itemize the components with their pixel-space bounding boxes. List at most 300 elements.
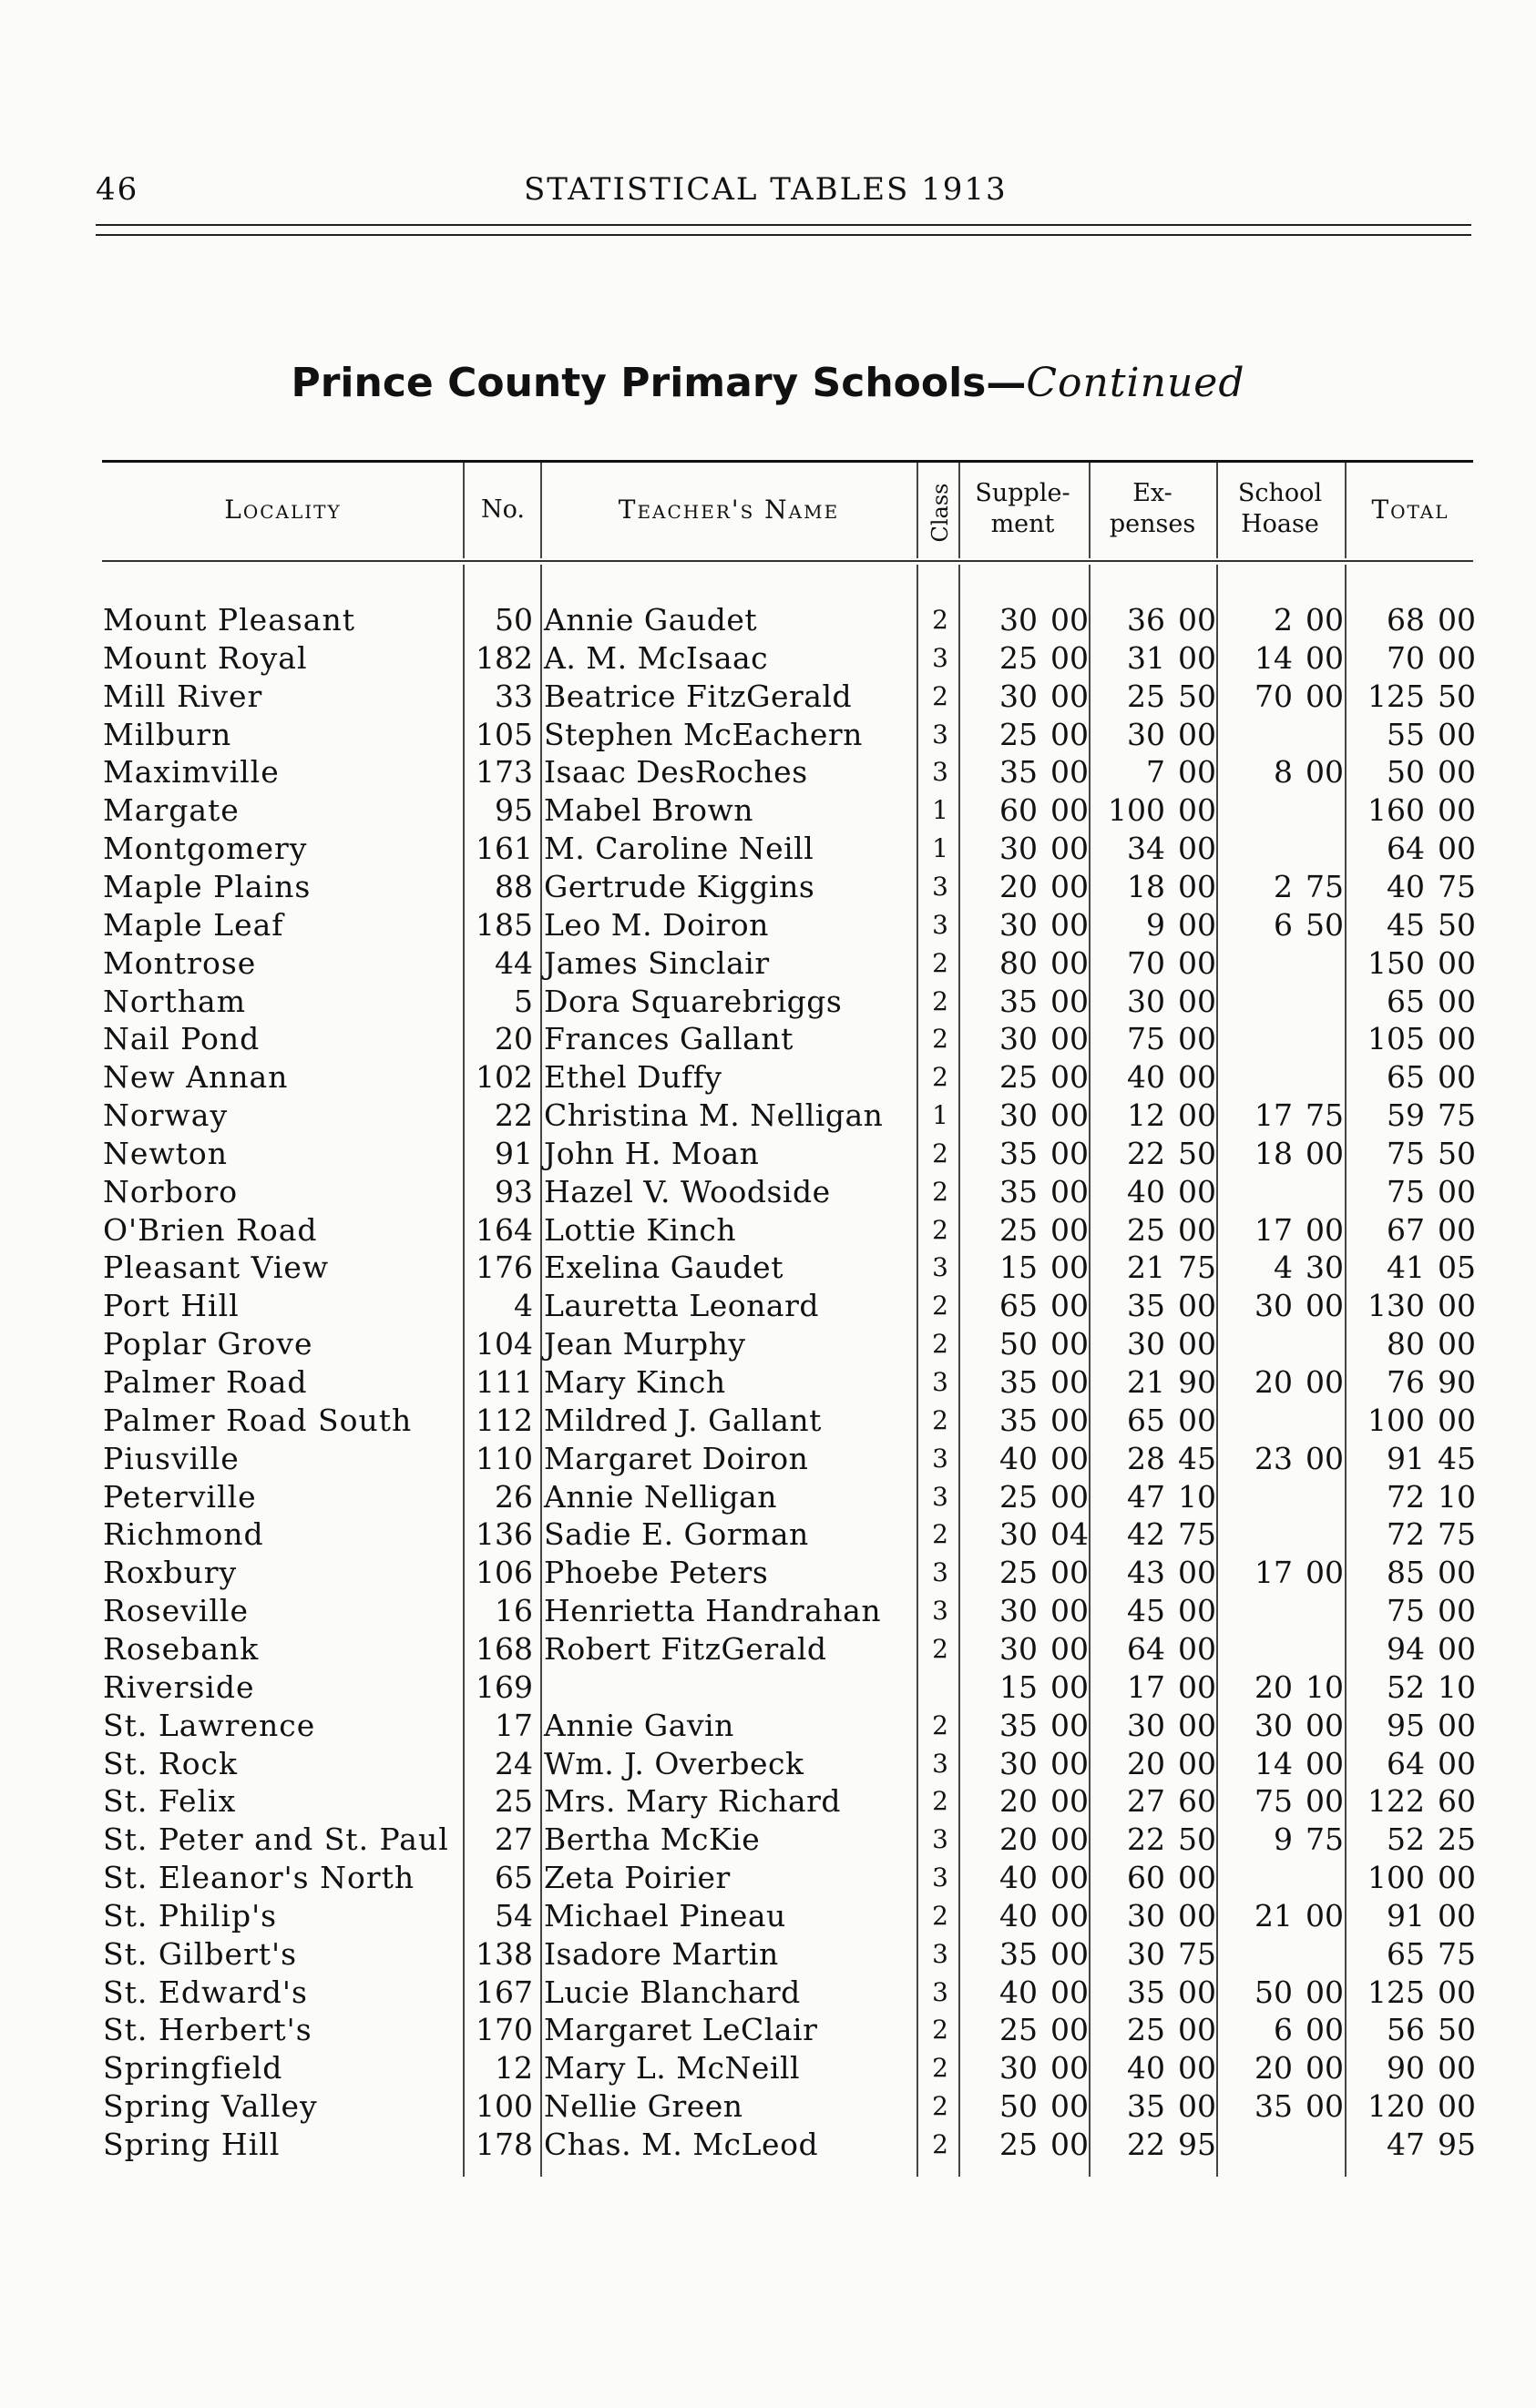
expenses-cell-dollars: 27: [1127, 1783, 1165, 1820]
expenses-cell-cents: 00: [1178, 1860, 1216, 1896]
expenses-cell-cents: 00: [1178, 944, 1216, 981]
supplement-cell-cents: 00: [1050, 1897, 1089, 1934]
supplement-cell-cents: 00: [1050, 1783, 1089, 1820]
supplement-cell-cents: 04: [1050, 1516, 1089, 1553]
class-cell: 2: [932, 680, 948, 711]
locality-cell: Maple Leaf: [103, 906, 284, 943]
total-cell-cents: 90: [1438, 1364, 1476, 1400]
school-house-cell: [1221, 1707, 1344, 1745]
table-row: [0, 1325, 1536, 1363]
table-row: [0, 678, 1536, 716]
total-cell-dollars: 72: [1387, 1516, 1425, 1553]
number-cell: 104: [476, 1326, 533, 1362]
school-house-cell-dollars: 20: [1254, 1364, 1293, 1400]
school-house-cell: [1221, 1668, 1344, 1707]
expenses-cell: [1093, 1211, 1216, 1250]
table-row: [0, 2126, 1536, 2164]
school-house-cell-cents: 00: [1306, 1555, 1344, 1591]
total-cell: [1348, 1515, 1476, 1554]
expenses-cell-cents: 00: [1178, 1173, 1216, 1209]
expenses-cell-cents: 00: [1178, 1211, 1216, 1248]
supplement-cell-dollars: 25: [999, 639, 1038, 676]
expenses-cell-cents: 00: [1178, 716, 1216, 752]
number-cell: 24: [495, 1745, 533, 1781]
supplement-cell: [961, 1097, 1089, 1135]
table-title-continued: Continued: [1026, 360, 1245, 406]
school-house-cell: [1221, 1249, 1344, 1287]
total-cell-dollars: 41: [1387, 1250, 1425, 1286]
class-cell: 3: [932, 1976, 948, 2007]
total-cell-dollars: 130: [1367, 1288, 1425, 1324]
supplement-cell: [961, 1821, 1089, 1859]
total-cell-cents: 00: [1438, 1707, 1476, 1743]
number-cell: 91: [495, 1135, 533, 1171]
school-house-cell-cents: 00: [1306, 1707, 1344, 1743]
school-house-cell-cents: 00: [1306, 1897, 1344, 1934]
supplement-cell-cents: 00: [1050, 2012, 1089, 2048]
locality-cell: Pleasant View: [103, 1250, 330, 1286]
number-cell: 22: [495, 1097, 533, 1134]
supplement-cell-dollars: 40: [999, 1897, 1038, 1934]
school-house-cell: [1221, 830, 1344, 868]
school-house-cell: [1221, 1363, 1344, 1402]
total-cell-cents: 75: [1438, 1516, 1476, 1553]
header-locality: Locality: [224, 495, 342, 525]
total-cell-cents: 60: [1438, 1783, 1476, 1820]
supplement-cell-dollars: 30: [999, 602, 1038, 638]
school-house-cell-cents: 00: [1306, 1135, 1344, 1171]
school-house-cell-cents: 00: [1306, 1745, 1344, 1781]
school-house-cell: [1221, 1478, 1344, 1516]
class-cell: 2: [932, 1900, 948, 1931]
locality-cell: Milburn: [103, 716, 232, 752]
expenses-cell: [1093, 1440, 1216, 1478]
total-cell: [1348, 1897, 1476, 1935]
supplement-cell: [961, 1249, 1089, 1287]
number-cell: 20: [495, 1021, 533, 1057]
total-cell-dollars: 150: [1367, 944, 1425, 981]
table-row: [0, 753, 1536, 791]
school-house-cell: [1221, 983, 1344, 1021]
locality-cell: Norway: [103, 1097, 229, 1134]
number-cell: 54: [495, 1897, 533, 1934]
total-cell-dollars: 47: [1387, 2127, 1425, 2162]
table-row: [0, 2049, 1536, 2087]
locality-cell: Newton: [103, 1135, 229, 1171]
teacher-cell: Mary L. McNeill: [544, 2050, 801, 2087]
locality-cell: St. Felix: [103, 1783, 237, 1820]
table-title-main: Prince County Primary Schools—: [291, 360, 1027, 406]
expenses-cell-cents: 00: [1178, 1593, 1216, 1629]
expenses-cell: [1093, 2087, 1216, 2126]
teacher-cell: Bertha McKie: [544, 1821, 761, 1858]
table-row: [0, 1173, 1536, 1211]
teacher-cell: Christina M. Nelligan: [544, 1097, 884, 1134]
supplement-cell-dollars: 15: [999, 1668, 1038, 1705]
class-cell: 2: [932, 1062, 948, 1093]
total-cell-cents: 10: [1438, 1668, 1476, 1705]
locality-cell: Maple Plains: [103, 868, 312, 904]
school-house-cell-dollars: 30: [1254, 1707, 1293, 1743]
expenses-cell-dollars: 22: [1127, 1821, 1165, 1858]
supplement-cell-cents: 00: [1050, 2088, 1089, 2125]
teacher-cell: Chas. M. McLeod: [544, 2127, 819, 2162]
supplement-cell-dollars: 15: [999, 1250, 1038, 1286]
locality-cell: St. Edward's: [103, 1974, 308, 2010]
locality-cell: New Annan: [103, 1059, 289, 1096]
table-row: [0, 906, 1536, 944]
expenses-cell-dollars: 22: [1127, 2127, 1165, 2162]
school-house-cell-cents: 00: [1306, 2012, 1344, 2048]
table-row: [0, 791, 1536, 830]
expenses-cell: [1093, 944, 1216, 983]
locality-cell: St. Gilbert's: [103, 1935, 298, 1972]
supplement-cell: [961, 1859, 1089, 1897]
school-house-cell-dollars: 50: [1254, 1974, 1293, 2010]
school-house-cell: [1221, 1020, 1344, 1058]
school-house-cell-cents: 00: [1306, 2050, 1344, 2087]
supplement-cell-dollars: 65: [999, 1288, 1038, 1324]
school-house-cell: [1221, 2087, 1344, 2126]
school-house-cell-cents: 00: [1306, 639, 1344, 676]
school-house-cell: [1221, 2011, 1344, 2049]
number-cell: 65: [495, 1860, 533, 1896]
class-cell: 2: [932, 1519, 948, 1550]
expenses-cell-dollars: 35: [1127, 1974, 1165, 2010]
total-cell: [1348, 2126, 1476, 2164]
supplement-cell-cents: 00: [1050, 1821, 1089, 1858]
teacher-cell: Phoebe Peters: [544, 1555, 769, 1591]
school-house-cell: [1221, 1935, 1344, 1974]
total-cell-cents: 75: [1438, 1097, 1476, 1134]
supplement-cell: [961, 1440, 1089, 1478]
school-house-cell-cents: 00: [1306, 1211, 1344, 1248]
supplement-cell: [961, 791, 1089, 830]
total-cell-dollars: 120: [1367, 2088, 1425, 2125]
table-row: [0, 1478, 1536, 1516]
total-cell-cents: 45: [1438, 1440, 1476, 1476]
total-cell-dollars: 64: [1387, 1745, 1425, 1781]
number-cell: 167: [476, 1974, 533, 2010]
supplement-cell: [961, 753, 1089, 791]
class-cell: 3: [932, 642, 948, 673]
supplement-cell-cents: 00: [1050, 1211, 1089, 1248]
school-house-cell-dollars: 17: [1254, 1211, 1293, 1248]
expenses-cell: [1093, 1630, 1216, 1668]
number-cell: 111: [476, 1364, 533, 1400]
expenses-cell-cents: 00: [1178, 983, 1216, 1019]
total-cell-cents: 00: [1438, 792, 1476, 829]
expenses-cell-cents: 00: [1178, 639, 1216, 676]
locality-cell: Piusville: [103, 1440, 240, 1476]
total-cell-cents: 00: [1438, 1630, 1476, 1667]
supplement-cell-cents: 00: [1050, 602, 1089, 638]
supplement-cell-cents: 00: [1050, 983, 1089, 1019]
col-divider: [916, 463, 918, 558]
expenses-cell-cents: 00: [1178, 1974, 1216, 2010]
total-cell: [1348, 1097, 1476, 1135]
school-house-cell-cents: 50: [1306, 906, 1344, 943]
locality-cell: Montgomery: [103, 831, 308, 867]
school-house-cell: [1221, 716, 1344, 754]
locality-cell: Mount Royal: [103, 639, 308, 676]
table-row: [0, 944, 1536, 983]
teacher-cell: Stephen McEachern: [544, 716, 863, 752]
expenses-cell: [1093, 1821, 1216, 1859]
supplement-cell-cents: 00: [1050, 2127, 1089, 2162]
locality-cell: St. Lawrence: [103, 1707, 316, 1743]
class-cell: 3: [932, 1596, 948, 1627]
expenses-cell: [1093, 716, 1216, 754]
class-cell: 3: [932, 1557, 948, 1588]
total-cell-cents: 00: [1438, 1173, 1476, 1209]
supplement-cell: [961, 1325, 1089, 1363]
number-cell: 12: [495, 2050, 533, 2087]
total-cell-dollars: 122: [1367, 1783, 1425, 1820]
expenses-cell-dollars: 70: [1127, 944, 1165, 981]
teacher-cell: Robert FitzGerald: [544, 1630, 827, 1667]
expenses-cell: [1093, 1782, 1216, 1821]
col-divider: [463, 463, 465, 558]
total-cell: [1348, 601, 1476, 639]
total-cell-dollars: 80: [1387, 1326, 1425, 1362]
number-cell: 168: [476, 1630, 533, 1667]
supplement-cell-dollars: 35: [999, 1707, 1038, 1743]
school-house-cell: [1221, 868, 1344, 906]
teacher-cell: John H. Moan: [544, 1135, 760, 1171]
expenses-cell: [1093, 601, 1216, 639]
locality-cell: Roxbury: [103, 1555, 238, 1591]
total-cell-cents: 00: [1438, 831, 1476, 867]
col-divider: [540, 463, 542, 558]
total-cell: [1348, 1478, 1476, 1516]
header-school-house-line1: School: [1237, 479, 1323, 507]
expenses-cell-cents: 60: [1178, 1783, 1216, 1820]
school-house-cell: [1221, 1211, 1344, 1250]
class-cell: 1: [932, 1100, 948, 1131]
class-cell: 3: [932, 719, 948, 750]
expenses-cell-cents: 75: [1178, 1935, 1216, 1972]
locality-cell: St. Peter and St. Paul: [103, 1821, 449, 1858]
total-cell-dollars: 85: [1387, 1555, 1425, 1591]
supplement-cell: [961, 944, 1089, 983]
supplement-cell: [961, 639, 1089, 678]
header-supplement-line2: ment: [990, 510, 1055, 538]
school-house-cell-dollars: 14: [1254, 1745, 1293, 1781]
locality-cell: Springfield: [103, 2050, 283, 2087]
total-cell: [1348, 906, 1476, 944]
teacher-cell: Nellie Green: [544, 2088, 743, 2125]
locality-cell: Norboro: [103, 1173, 239, 1209]
table-top-rule: [102, 460, 1473, 463]
class-cell: 3: [932, 1862, 948, 1893]
teacher-cell: Leo M. Doiron: [544, 906, 769, 943]
teacher-cell: Sadie E. Gorman: [544, 1516, 809, 1553]
supplement-cell-cents: 00: [1050, 1668, 1089, 1705]
number-cell: 169: [476, 1668, 533, 1705]
school-house-cell: [1221, 1097, 1344, 1135]
expenses-cell: [1093, 830, 1216, 868]
number-cell: 182: [476, 639, 533, 676]
class-cell: 3: [932, 1252, 948, 1283]
total-cell-cents: 00: [1438, 1402, 1476, 1438]
class-cell: 1: [932, 833, 948, 864]
class-cell: 2: [932, 2129, 948, 2159]
school-house-cell-dollars: 20: [1254, 2050, 1293, 2087]
header-rule-top: [96, 224, 1471, 226]
locality-cell: Port Hill: [103, 1288, 240, 1324]
school-house-cell: [1221, 1325, 1344, 1363]
total-cell: [1348, 2049, 1476, 2087]
locality-cell: St. Eleanor's North: [103, 1860, 415, 1896]
supplement-cell-cents: 00: [1050, 1135, 1089, 1171]
school-house-cell: [1221, 678, 1344, 716]
school-house-cell: [1221, 639, 1344, 678]
expenses-cell-cents: 50: [1178, 678, 1216, 714]
class-cell: 3: [932, 1938, 948, 1969]
expenses-cell: [1093, 906, 1216, 944]
col-divider: [1216, 463, 1218, 558]
running-header: [96, 171, 1471, 217]
total-cell-cents: 00: [1438, 1897, 1476, 1934]
expenses-cell-cents: 75: [1178, 1516, 1216, 1553]
school-house-cell-dollars: 23: [1254, 1440, 1293, 1476]
col-divider: [958, 463, 960, 558]
table-header-rule: [102, 560, 1473, 562]
supplement-cell: [961, 1668, 1089, 1707]
header-no: No.: [481, 495, 525, 524]
supplement-cell-cents: 00: [1050, 1288, 1089, 1324]
supplement-cell-dollars: 20: [999, 1783, 1038, 1820]
expenses-cell-cents: 00: [1178, 602, 1216, 638]
supplement-cell-cents: 00: [1050, 1173, 1089, 1209]
supplement-cell-cents: 00: [1050, 1326, 1089, 1362]
table-row: [0, 1249, 1536, 1287]
supplement-cell-dollars: 30: [999, 678, 1038, 714]
number-cell: 102: [476, 1059, 533, 1096]
locality-cell: Margate: [103, 792, 240, 829]
expenses-cell-cents: 50: [1178, 1821, 1216, 1858]
total-cell-dollars: 45: [1387, 906, 1425, 943]
expenses-cell-cents: 00: [1178, 1707, 1216, 1743]
supplement-cell-dollars: 30: [999, 906, 1038, 943]
expenses-cell-dollars: 30: [1127, 1326, 1165, 1362]
expenses-cell-cents: 00: [1178, 1745, 1216, 1781]
class-cell: 2: [932, 1214, 948, 1245]
class-cell: 3: [932, 1367, 948, 1397]
total-cell: [1348, 944, 1476, 983]
school-house-cell: [1221, 1440, 1344, 1478]
locality-cell: Rosebank: [103, 1630, 260, 1667]
supplement-cell-dollars: 80: [999, 944, 1038, 981]
expenses-cell: [1093, 2049, 1216, 2087]
locality-cell: O'Brien Road: [103, 1211, 318, 1248]
teacher-cell: Margaret Doiron: [544, 1440, 809, 1476]
school-house-cell: [1221, 753, 1344, 791]
class-cell: 2: [932, 1404, 948, 1435]
expenses-cell: [1093, 1554, 1216, 1592]
class-cell: 2: [932, 1176, 948, 1207]
supplement-cell-cents: 00: [1050, 1021, 1089, 1057]
total-cell: [1348, 1440, 1476, 1478]
total-cell-dollars: 72: [1387, 1478, 1425, 1515]
school-house-cell: [1221, 944, 1344, 983]
total-cell-cents: 50: [1438, 906, 1476, 943]
total-cell: [1348, 1935, 1476, 1974]
total-cell: [1348, 868, 1476, 906]
supplement-cell-dollars: 35: [999, 1173, 1038, 1209]
expenses-cell-cents: 00: [1178, 754, 1216, 791]
supplement-cell-cents: 00: [1050, 1364, 1089, 1400]
supplement-cell: [961, 906, 1089, 944]
expenses-cell: [1093, 983, 1216, 1021]
total-cell-dollars: 40: [1387, 868, 1425, 904]
total-cell: [1348, 1745, 1476, 1783]
total-cell-dollars: 52: [1387, 1821, 1425, 1858]
supplement-cell-dollars: 30: [999, 1097, 1038, 1134]
school-house-cell: [1221, 2049, 1344, 2087]
total-cell-cents: 50: [1438, 1135, 1476, 1171]
table-title: [0, 360, 1536, 406]
school-house-cell-dollars: 21: [1254, 1897, 1293, 1934]
total-cell-cents: 00: [1438, 639, 1476, 676]
expenses-cell-cents: 00: [1178, 2050, 1216, 2087]
school-house-cell: [1221, 1592, 1344, 1630]
total-cell: [1348, 1325, 1476, 1363]
total-cell: [1348, 983, 1476, 1021]
total-cell: [1348, 1135, 1476, 1173]
number-cell: 173: [476, 754, 533, 791]
number-cell: 44: [495, 944, 533, 981]
supplement-cell-dollars: 35: [999, 1402, 1038, 1438]
expenses-cell-dollars: 12: [1127, 1097, 1165, 1134]
table-row: [0, 1935, 1536, 1974]
table-row: [0, 1440, 1536, 1478]
total-cell-cents: 00: [1438, 1860, 1476, 1896]
number-cell: 105: [476, 716, 533, 752]
number-cell: 50: [495, 602, 533, 638]
expenses-cell: [1093, 2126, 1216, 2164]
total-cell-dollars: 65: [1387, 983, 1425, 1019]
total-cell: [1348, 1173, 1476, 1211]
expenses-cell-dollars: 22: [1127, 1135, 1165, 1171]
supplement-cell-dollars: 20: [999, 1821, 1038, 1858]
supplement-cell: [961, 1782, 1089, 1821]
school-house-cell: [1221, 601, 1344, 639]
supplement-cell: [961, 1363, 1089, 1402]
supplement-cell-dollars: 30: [999, 1593, 1038, 1629]
supplement-cell-dollars: 25: [999, 1478, 1038, 1515]
locality-cell: Riverside: [103, 1668, 255, 1705]
total-cell-dollars: 70: [1387, 639, 1425, 676]
total-cell-dollars: 59: [1387, 1097, 1425, 1134]
school-house-cell-dollars: 9: [1274, 1821, 1293, 1858]
school-house-cell: [1221, 1974, 1344, 2012]
expenses-cell: [1093, 1363, 1216, 1402]
supplement-cell: [961, 1592, 1089, 1630]
total-cell: [1348, 1249, 1476, 1287]
expenses-cell-dollars: 35: [1127, 2088, 1165, 2125]
page-number: 46: [96, 171, 139, 208]
school-house-cell-dollars: 18: [1254, 1135, 1293, 1171]
supplement-cell: [961, 1515, 1089, 1554]
class-cell: 1: [932, 795, 948, 826]
number-cell: 136: [476, 1516, 533, 1553]
expenses-cell-dollars: 9: [1146, 906, 1165, 943]
table-row: [0, 1402, 1536, 1440]
expenses-cell-dollars: 47: [1127, 1478, 1165, 1515]
teacher-cell: Mary Kinch: [544, 1364, 726, 1400]
